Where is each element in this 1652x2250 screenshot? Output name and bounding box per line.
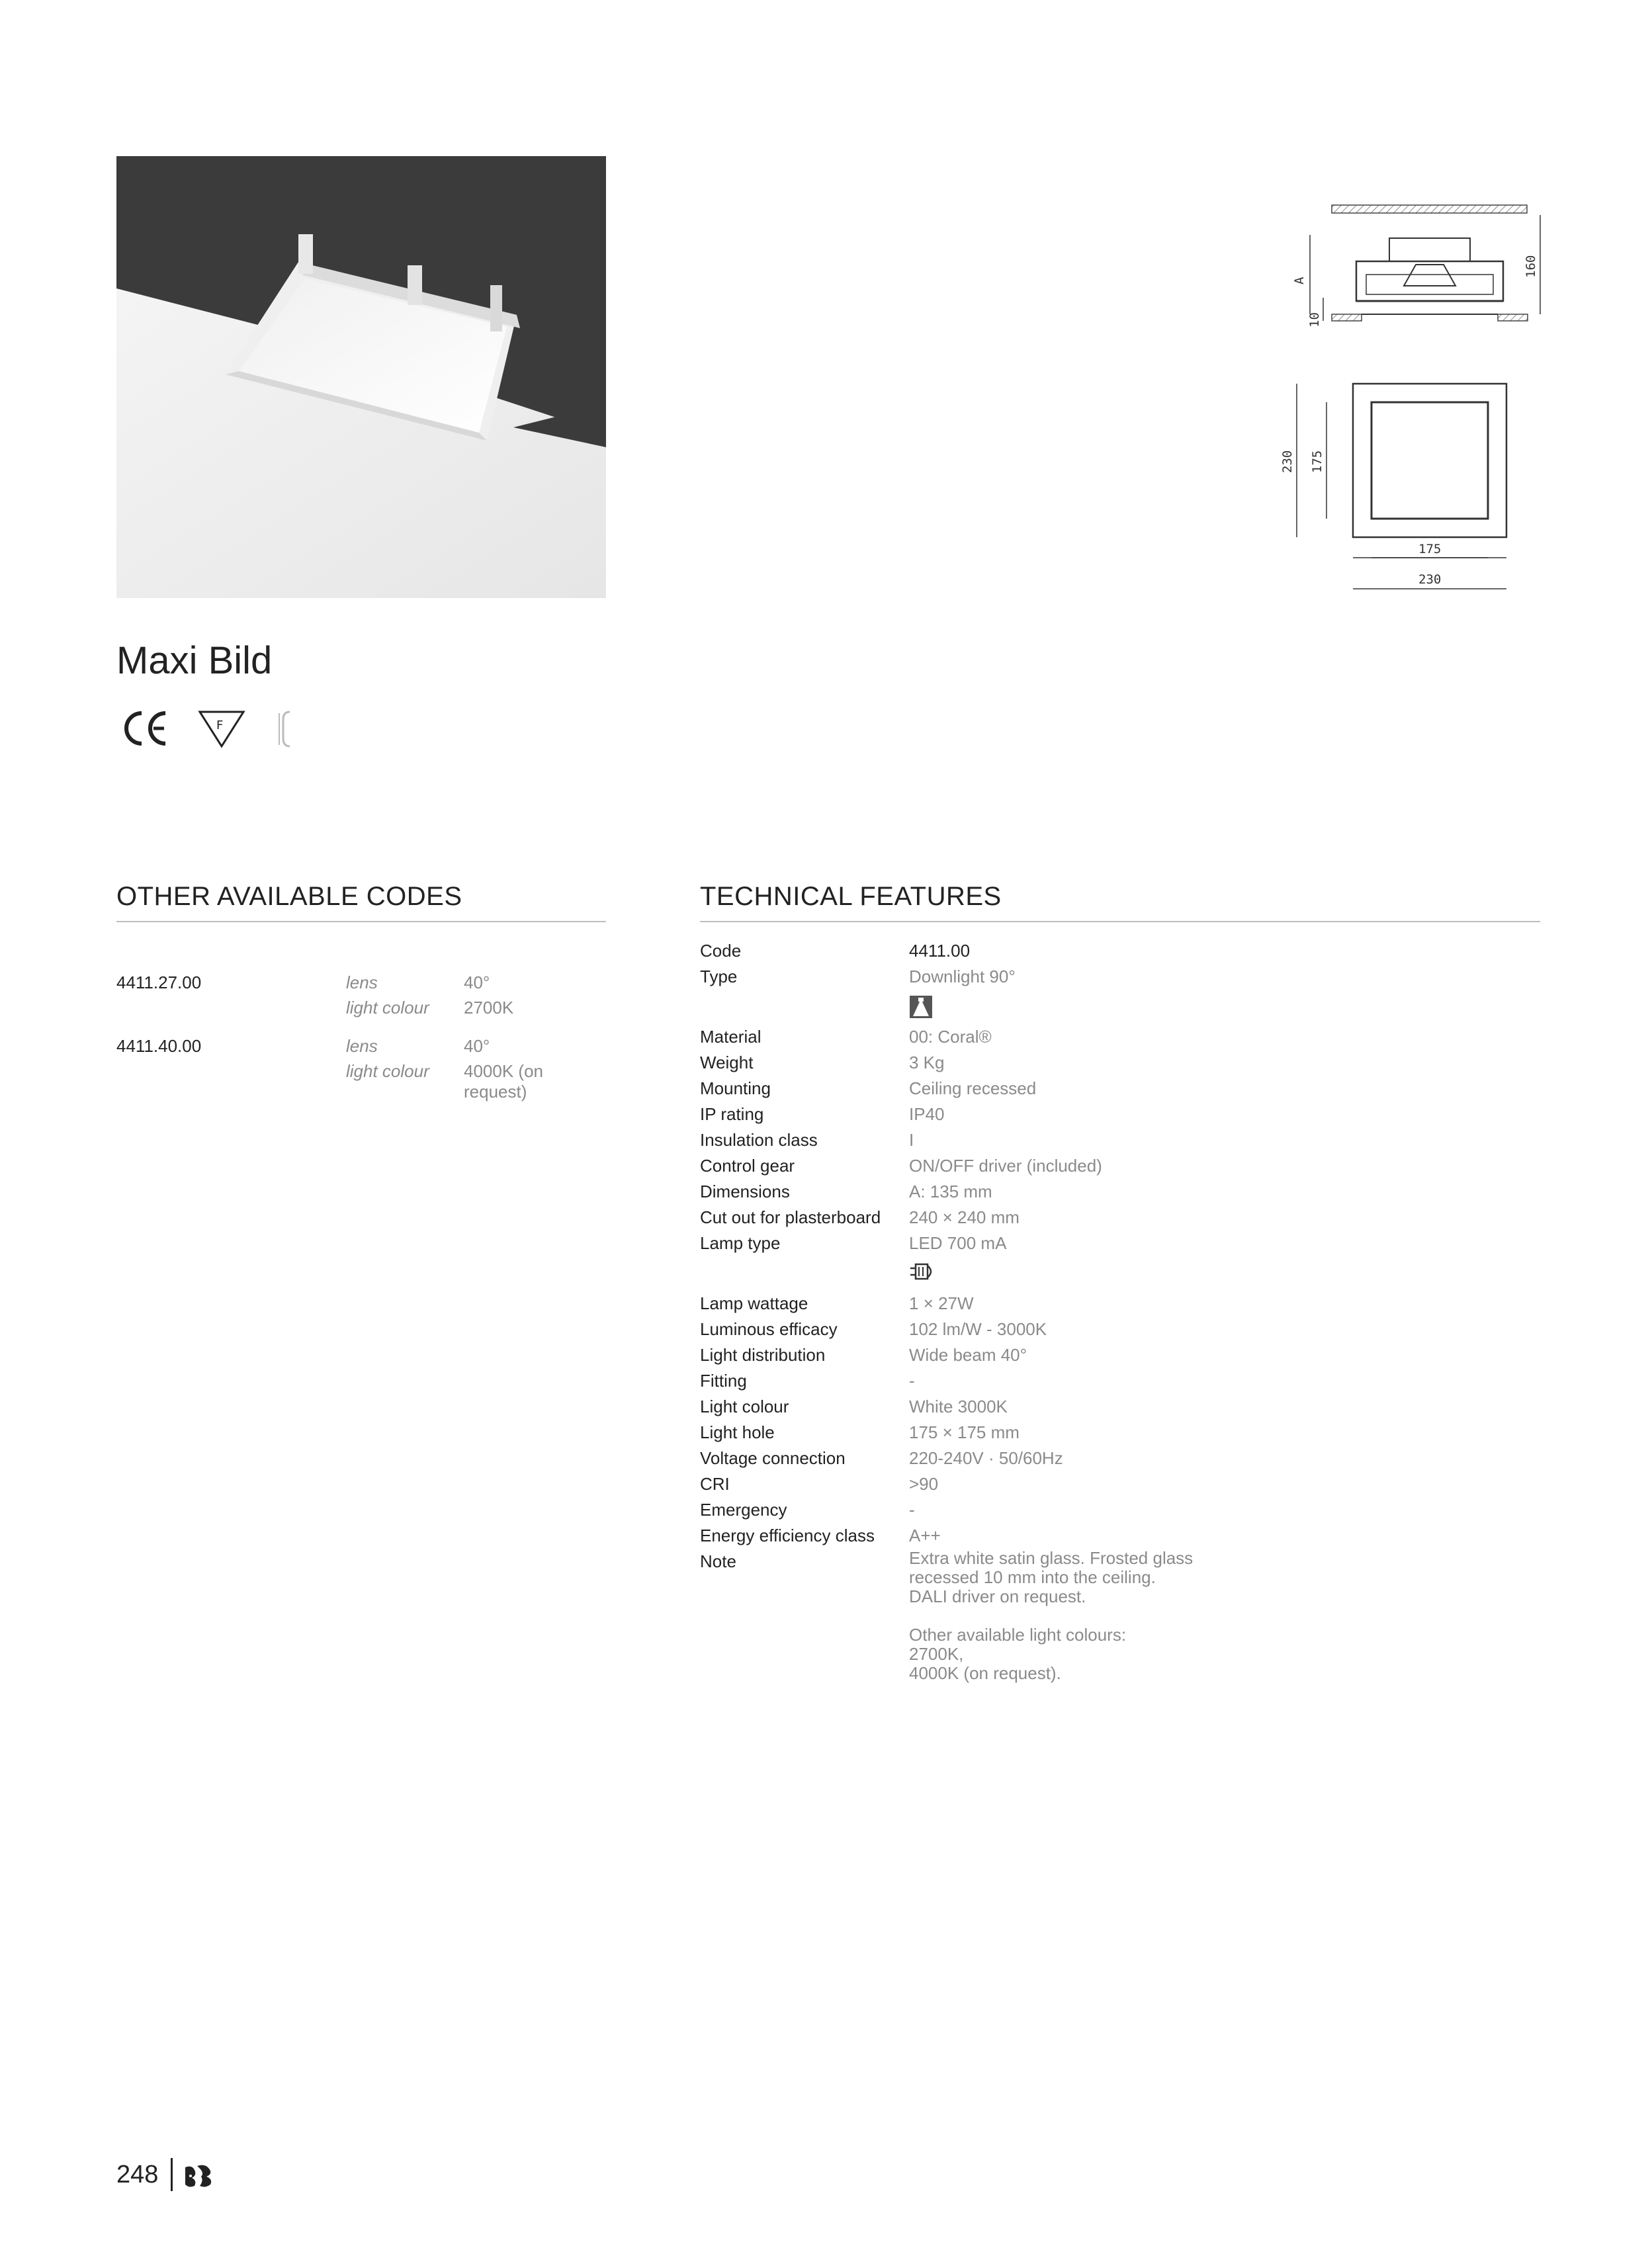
feature-row bbox=[700, 1102, 1540, 1127]
colour-label: light colour bbox=[346, 998, 429, 1017]
feature-label: Lamp type bbox=[700, 1233, 781, 1253]
feature-value: IP40 bbox=[909, 1104, 945, 1124]
product-photo bbox=[116, 156, 606, 598]
dim-175-vertical: 175 bbox=[1310, 450, 1325, 473]
feature-row bbox=[700, 1076, 1540, 1102]
feature-value: Downlight 90° bbox=[909, 967, 1016, 986]
feature-value: I bbox=[909, 1130, 914, 1150]
feature-label: Dimensions bbox=[700, 1182, 790, 1201]
feature-row bbox=[700, 1497, 1540, 1523]
colour-value: 2700K bbox=[464, 998, 514, 1017]
code-number: 4411.27.00 bbox=[116, 973, 202, 992]
feature-label: Insulation class bbox=[700, 1130, 818, 1150]
feature-value: LED 700 mA bbox=[909, 1233, 1007, 1253]
certification-icons bbox=[116, 705, 315, 752]
footer-divider bbox=[171, 2158, 173, 2191]
other-codes-title: OTHER AVAILABLE CODES bbox=[116, 882, 462, 911]
feature-label: Mounting bbox=[700, 1078, 771, 1098]
feature-value: 175 × 175 mm bbox=[909, 1422, 1020, 1442]
feature-label: Voltage connection bbox=[700, 1448, 846, 1468]
dim-175-horizontal: 175 bbox=[1418, 542, 1442, 556]
feature-row bbox=[700, 1446, 1540, 1471]
other-codes-divider bbox=[116, 921, 606, 922]
feature-label: IP rating bbox=[700, 1104, 764, 1124]
feature-value: 240 × 240 mm bbox=[909, 1207, 1020, 1227]
lens-label: lens bbox=[346, 1036, 378, 1056]
feature-label: Light hole bbox=[700, 1422, 775, 1442]
insulation-icon bbox=[279, 712, 290, 746]
feature-label: Luminous efficacy bbox=[700, 1319, 838, 1339]
feature-rows-group-a bbox=[700, 1024, 1540, 1256]
dim-230-horizontal: 230 bbox=[1418, 572, 1442, 587]
feature-value: Wide beam 40° bbox=[909, 1345, 1027, 1365]
feature-value: 3 Kg bbox=[909, 1053, 945, 1072]
feature-row bbox=[700, 1205, 1540, 1231]
note-paragraph: DALI driver on request. bbox=[909, 1586, 1086, 1606]
dim-230-vertical: 230 bbox=[1280, 450, 1295, 473]
type-icon-row bbox=[700, 990, 1540, 1024]
ce-mark-icon bbox=[126, 713, 165, 744]
technical-features-divider bbox=[700, 921, 1540, 922]
feature-value: - bbox=[909, 1371, 915, 1391]
dim-160: 160 bbox=[1524, 255, 1538, 278]
feature-label: Energy efficiency class bbox=[700, 1526, 875, 1545]
feature-row bbox=[700, 1127, 1540, 1153]
feature-label: Code bbox=[700, 941, 742, 961]
feature-value: White 3000K bbox=[909, 1397, 1008, 1416]
lens-value: 40° bbox=[464, 1036, 490, 1056]
feature-row bbox=[700, 1317, 1540, 1342]
brand-logo-icon bbox=[183, 2163, 214, 2188]
page-number: 248 bbox=[116, 2161, 159, 2188]
feature-row bbox=[700, 1179, 1540, 1205]
feature-value: - bbox=[909, 1500, 915, 1520]
feature-row bbox=[700, 1394, 1540, 1420]
lamp-icon-row bbox=[700, 1256, 1540, 1291]
note-paragraph: Other available light colours: 2700K, 4000K (on request). bbox=[909, 1625, 1127, 1683]
colour-value: 4000K (on request) bbox=[464, 1061, 543, 1102]
feature-row bbox=[700, 1368, 1540, 1394]
feature-rows-group-b bbox=[700, 1291, 1540, 1549]
feature-row bbox=[700, 1153, 1540, 1179]
product-title: Maxi Bild bbox=[116, 639, 273, 682]
feature-row bbox=[700, 1291, 1540, 1317]
feature-row bbox=[700, 1523, 1540, 1549]
feature-label: Type bbox=[700, 967, 738, 986]
f-mark-icon bbox=[200, 712, 243, 746]
feature-label: CRI bbox=[700, 1474, 730, 1494]
colour-label: light colour bbox=[346, 1061, 429, 1081]
lens-value: 40° bbox=[464, 973, 490, 992]
feature-label: Light distribution bbox=[700, 1345, 826, 1365]
feature-value: 1 × 27W bbox=[909, 1293, 974, 1313]
dim-a: A bbox=[1292, 277, 1307, 284]
other-codes-list bbox=[116, 973, 606, 1100]
feature-row bbox=[700, 1231, 1540, 1256]
feature-value: ON/OFF driver (included) bbox=[909, 1156, 1102, 1176]
feature-value: A++ bbox=[909, 1526, 941, 1545]
feature-value: 102 lm/W - 3000K bbox=[909, 1319, 1047, 1339]
feature-label: Material bbox=[700, 1027, 761, 1047]
feature-value: 4411.00 bbox=[909, 941, 971, 961]
code-item bbox=[116, 1036, 606, 1100]
feature-row bbox=[700, 1420, 1540, 1446]
technical-drawing bbox=[1257, 192, 1548, 615]
downlight-icon bbox=[909, 995, 933, 1019]
feature-row bbox=[700, 1342, 1540, 1368]
f-mark-label: F bbox=[216, 718, 224, 732]
lens-label: lens bbox=[346, 973, 378, 992]
feature-value: 220-240V · 50/60Hz bbox=[909, 1448, 1063, 1468]
feature-label: Emergency bbox=[700, 1500, 787, 1520]
certification-marks bbox=[116, 705, 315, 752]
feature-label: Note bbox=[700, 1551, 736, 1571]
feature-label: Weight bbox=[700, 1053, 754, 1072]
feature-label: Fitting bbox=[700, 1371, 747, 1391]
technical-features-title: TECHNICAL FEATURES bbox=[700, 882, 1002, 911]
feature-value: >90 bbox=[909, 1474, 939, 1494]
feature-label: Lamp wattage bbox=[700, 1293, 808, 1313]
feature-row-code bbox=[700, 938, 1540, 964]
feature-value: Ceiling recessed bbox=[909, 1078, 1037, 1098]
feature-value: 00: Coral® bbox=[909, 1027, 992, 1047]
feature-row bbox=[700, 1050, 1540, 1076]
feature-label: Cut out for plasterboard bbox=[700, 1207, 881, 1227]
led-lamp-icon bbox=[909, 1262, 937, 1281]
code-number: 4411.40.00 bbox=[116, 1036, 202, 1056]
product-photo-illustration bbox=[116, 156, 606, 598]
feature-row bbox=[700, 1024, 1540, 1050]
feature-row bbox=[700, 1471, 1540, 1497]
feature-label: Light colour bbox=[700, 1397, 789, 1416]
technical-features-table bbox=[700, 938, 1540, 1727]
note-paragraph: Extra white satin glass. Frosted glass recessed 10 mm into the ceiling. bbox=[909, 1548, 1194, 1587]
code-item bbox=[116, 973, 606, 1036]
feature-row-type bbox=[700, 964, 1540, 990]
feature-value: A: 135 mm bbox=[909, 1182, 992, 1201]
feature-label: Control gear bbox=[700, 1156, 795, 1176]
dim-10: 10 bbox=[1307, 312, 1322, 327]
dimension-drawing bbox=[1257, 192, 1548, 615]
